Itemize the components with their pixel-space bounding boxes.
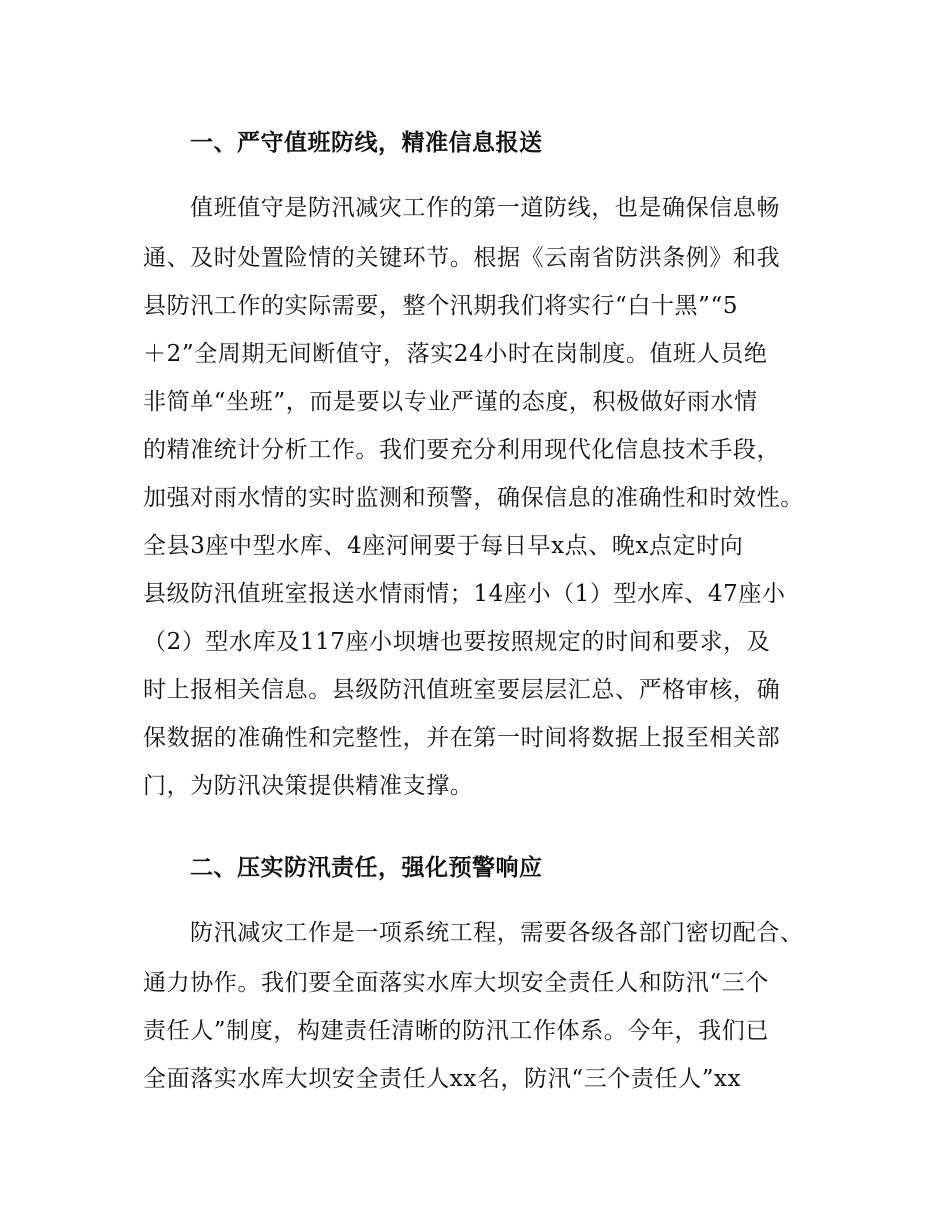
section1-line-3: 县防汛工作的实际需要，整个汛期我们将实行“白十黑”“5	[143, 293, 739, 319]
section1-line-10: （2）型水库及117座小坝塘也要按照规定的时间和要求，及	[143, 629, 771, 655]
section2-heading: 二、压实防汛责任，强化预警响应	[190, 855, 543, 881]
section2-line-4: 全面落实水库大坝安全责任人xx名，防汛“三个责任人”xx	[143, 1066, 742, 1092]
section2-line-2: 通力协作。我们要全面落实水库大坝安全责任人和防汛“三个	[143, 970, 769, 996]
section1-line-5: 非简单“坐班”，而是要以专业严谨的态度，积极做好雨水情	[143, 389, 758, 415]
section1-line-9: 县级防汛值班室报送水情雨情；14座小（1）型水库、47座小	[143, 581, 786, 607]
section2-line-1: 防汛减灾工作是一项系统工程，需要各级各部门密切配合、	[190, 920, 804, 946]
section1-line-12: 保数据的准确性和完整性，并在第一时间将数据上报至相关部	[143, 725, 781, 751]
section1-line-1: 值班值守是防汛减灾工作的第一道防线，也是确保信息畅	[190, 195, 780, 221]
section1-line-13: 门，为防汛决策提供精准支撑。	[143, 773, 474, 799]
section1-line-4: ＋2”全周期无间断值守，落实24小时在岗制度。值班人员绝	[143, 341, 768, 367]
section1-line-7: 加强对雨水情的实时监测和预警，确保信息的准确性和时效性。	[143, 485, 804, 511]
section1-line-8: 全县3座中型水库、4座河闸要于每日早x点、晚x点定时向	[143, 533, 744, 559]
section2-line-3: 责任人”制度，构建责任清晰的防汛工作体系。今年，我们已	[143, 1018, 769, 1044]
section1-line-11: 时上报相关信息。县级防汛值班室要层层汇总、严格审核，确	[143, 677, 781, 703]
section1-line-2: 通、及时处置险情的关键环节。根据《云南省防洪条例》和我	[143, 245, 781, 271]
section1-heading: 一、严守值班防线，精准信息报送	[190, 130, 543, 156]
section1-line-6: 的精准统计分析工作。我们要充分利用现代化信息技术手段，	[143, 437, 781, 463]
